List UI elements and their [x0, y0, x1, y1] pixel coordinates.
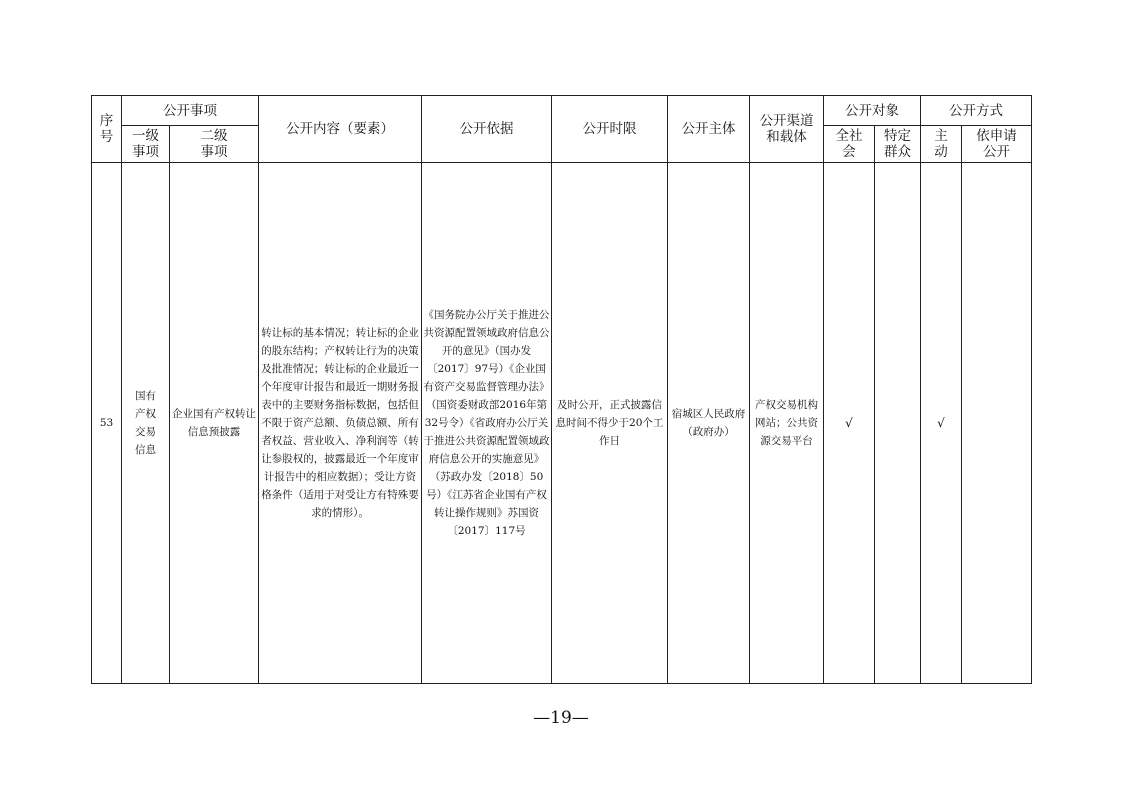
header-matter: 公开事项 [122, 96, 259, 126]
header-seq: 序 号 [92, 96, 122, 163]
cell-seq: 53 [92, 163, 122, 684]
header-level1: 一级 事项 [122, 126, 170, 163]
cell-level1: 国有 产权 交易 信息 [122, 163, 170, 684]
header-time-limit: 公开时限 [552, 96, 668, 163]
header-basis: 公开依据 [422, 96, 552, 163]
cell-basis: 《国务院办公厅关于推进公共资源配置领域政府信息公开的意见》（国办发〔2017〕97号）《企业国有资产交易监督管理办法》（国资委财政部2016年第32号令）《省政府办公厅关于推进公共资源配置领域政府信息公开的实施意见》（苏政办发〔2018〕50号）《江苏省企业国有产权转让操作规则》苏国资〔2017〕117号 [422, 163, 552, 684]
header-row-1 [92, 96, 1032, 126]
header-level2: 二级 事项 [170, 126, 259, 163]
header-channel: 公开渠道 和载体 [750, 96, 824, 163]
cell-on-request-check [962, 163, 1032, 684]
page-number: —19— [533, 708, 589, 728]
header-active: 主 动 [921, 126, 962, 163]
header-specific-group: 特定 群众 [875, 126, 921, 163]
cell-subject: 宿城区人民政府（政府办） [668, 163, 750, 684]
header-content: 公开内容（要素） [259, 96, 422, 163]
cell-active-check: √ [921, 163, 962, 684]
header-target: 公开对象 [824, 96, 921, 126]
cell-content: 转让标的基本情况；转让标的企业的股东结构；产权转让行为的决策及批准情况；转让标的企业最近一个年度审计报告和最近一期财务报表中的主要财务指标数据，包括但不限于资产总额、负债总额、所有者权益、营业收入、净利润等（转让参股权的，披露最近一个年度审计报告中的相应数据）；受让方资格条件（适用于对受让方有特殊要求的情形）。 [259, 163, 422, 684]
cell-channel: 产权交易机构网站；公共资源交易平台 [750, 163, 824, 684]
header-method: 公开方式 [921, 96, 1032, 126]
cell-level2: 企业国有产权转让信息预披露 [170, 163, 259, 684]
header-on-request: 依申请 公开 [962, 126, 1032, 163]
cell-whole-society-check: √ [824, 163, 875, 684]
header-whole-society: 全社 会 [824, 126, 875, 163]
table-row [92, 163, 1032, 684]
cell-time-limit: 及时公开，正式披露信息时间不得少于20个工作日 [552, 163, 668, 684]
header-subject: 公开主体 [668, 96, 750, 163]
cell-specific-group-check [875, 163, 921, 684]
disclosure-table [91, 95, 1032, 684]
